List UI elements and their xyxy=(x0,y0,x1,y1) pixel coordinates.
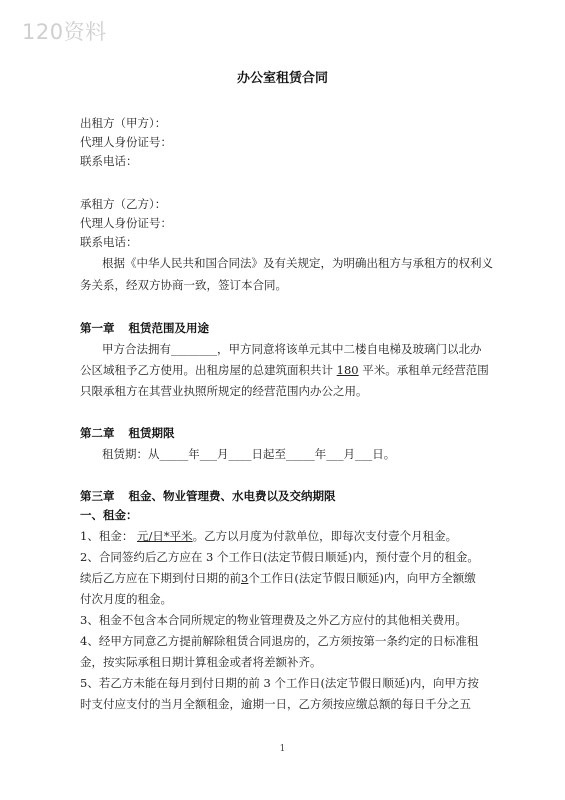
document-title: 办公室租赁合同 xyxy=(236,71,328,86)
lessee-phone-label: 联系电话： xyxy=(80,235,138,249)
rent-item-3: 3、租金不包含本合同所规定的物业管理费及之外乙方应付的其他相关费用。 xyxy=(80,613,467,627)
chapter-3-heading xyxy=(80,489,336,504)
area-value: 180 xyxy=(336,363,359,377)
chapter-1-line-1: 甲方合法拥有________，甲方同意将该单元其中二楼自电梯及玻璃门以北办 xyxy=(102,342,482,356)
chapter-1-line-2-post: 平米。承租单元经营范围 xyxy=(358,363,489,377)
section-rent-heading: 一、租金： xyxy=(80,508,138,522)
chapter-2-heading xyxy=(80,426,175,441)
rent-item-5: 5、若乙方未能在每月到付日期的前 3 个工作日(法定节假日顺延)内，向甲方按 xyxy=(80,676,479,690)
rent-item-1-pre: 1、租金： xyxy=(80,529,137,543)
chapter-1-line-2 xyxy=(80,363,489,378)
lessor-agent-id-label: 代理人身份证号： xyxy=(80,135,172,149)
rent-item-2: 2、合同签约后乙方应在 3 个工作日(法定节假日顺延)内，预付壹个月的租金。 xyxy=(80,550,479,564)
rent-item-2b-pre: 续后乙方应在下期到付日期的前 xyxy=(80,571,241,585)
chapter-1-line-3: 只限承租方在其营业执照所规定的经营范围内办公之用。 xyxy=(80,384,368,398)
rent-item-2-continued xyxy=(80,571,476,586)
chapter-1-number: 第一章 xyxy=(80,321,115,335)
rent-item-4-continued: 金，按实际承租日期计算租金或者将差额补齐。 xyxy=(80,655,322,669)
lessee-agent-id-label: 代理人身份证号： xyxy=(80,216,172,230)
chapter-3-number: 第三章 xyxy=(80,489,115,503)
rent-item-2b-post: 个工作日(法定节假日顺延)内，向甲方全额缴 xyxy=(248,571,476,585)
lessor-label: 出租方（甲方）： xyxy=(80,116,167,130)
rent-item-5-continued: 时支付应支付的当月全额租金，逾期一日，乙方须按应缴总额的每日千分之五 xyxy=(80,697,471,711)
watermark-logo: 120资料 xyxy=(22,20,107,44)
intro-line-2: 务关系，经双方协商一致，签订本合同。 xyxy=(80,278,287,292)
workdays-value: 3 xyxy=(241,571,249,585)
lessee-label: 承租方（乙方）： xyxy=(80,197,167,211)
chapter-1-heading xyxy=(80,321,209,336)
lease-term-line: 租赁期：从_____年___月____日起至_____年___月___日。 xyxy=(102,447,396,461)
intro-line-1: 根据《中华人民共和国合同法》及有关规定，为明确出租方与承租方的权利义 xyxy=(102,256,493,270)
rent-item-1-post: 。乙方以月度为付款单位，即每次支付壹个月租金。 xyxy=(192,529,458,543)
chapter-1-name: 租赁范围及用途 xyxy=(128,321,209,335)
chapter-3-name: 租金、物业管理费、水电费以及交纳期限 xyxy=(128,489,336,503)
rent-unit: 元/日*平米 xyxy=(136,529,193,543)
page-number: 1 xyxy=(279,744,286,754)
lessor-phone-label: 联系电话： xyxy=(80,154,138,168)
chapter-1-line-2-pre: 公区域租予乙方使用。出租房屋的总建筑面积共计 xyxy=(80,363,337,377)
rent-item-1 xyxy=(80,529,457,544)
chapter-2-name: 租赁期限 xyxy=(128,426,175,440)
rent-item-2-end: 付次月度的租金。 xyxy=(80,592,172,606)
rent-item-4: 4、经甲方同意乙方提前解除租赁合同退房的，乙方须按第一条约定的日标准租 xyxy=(80,634,479,648)
chapter-2-number: 第二章 xyxy=(80,426,115,440)
